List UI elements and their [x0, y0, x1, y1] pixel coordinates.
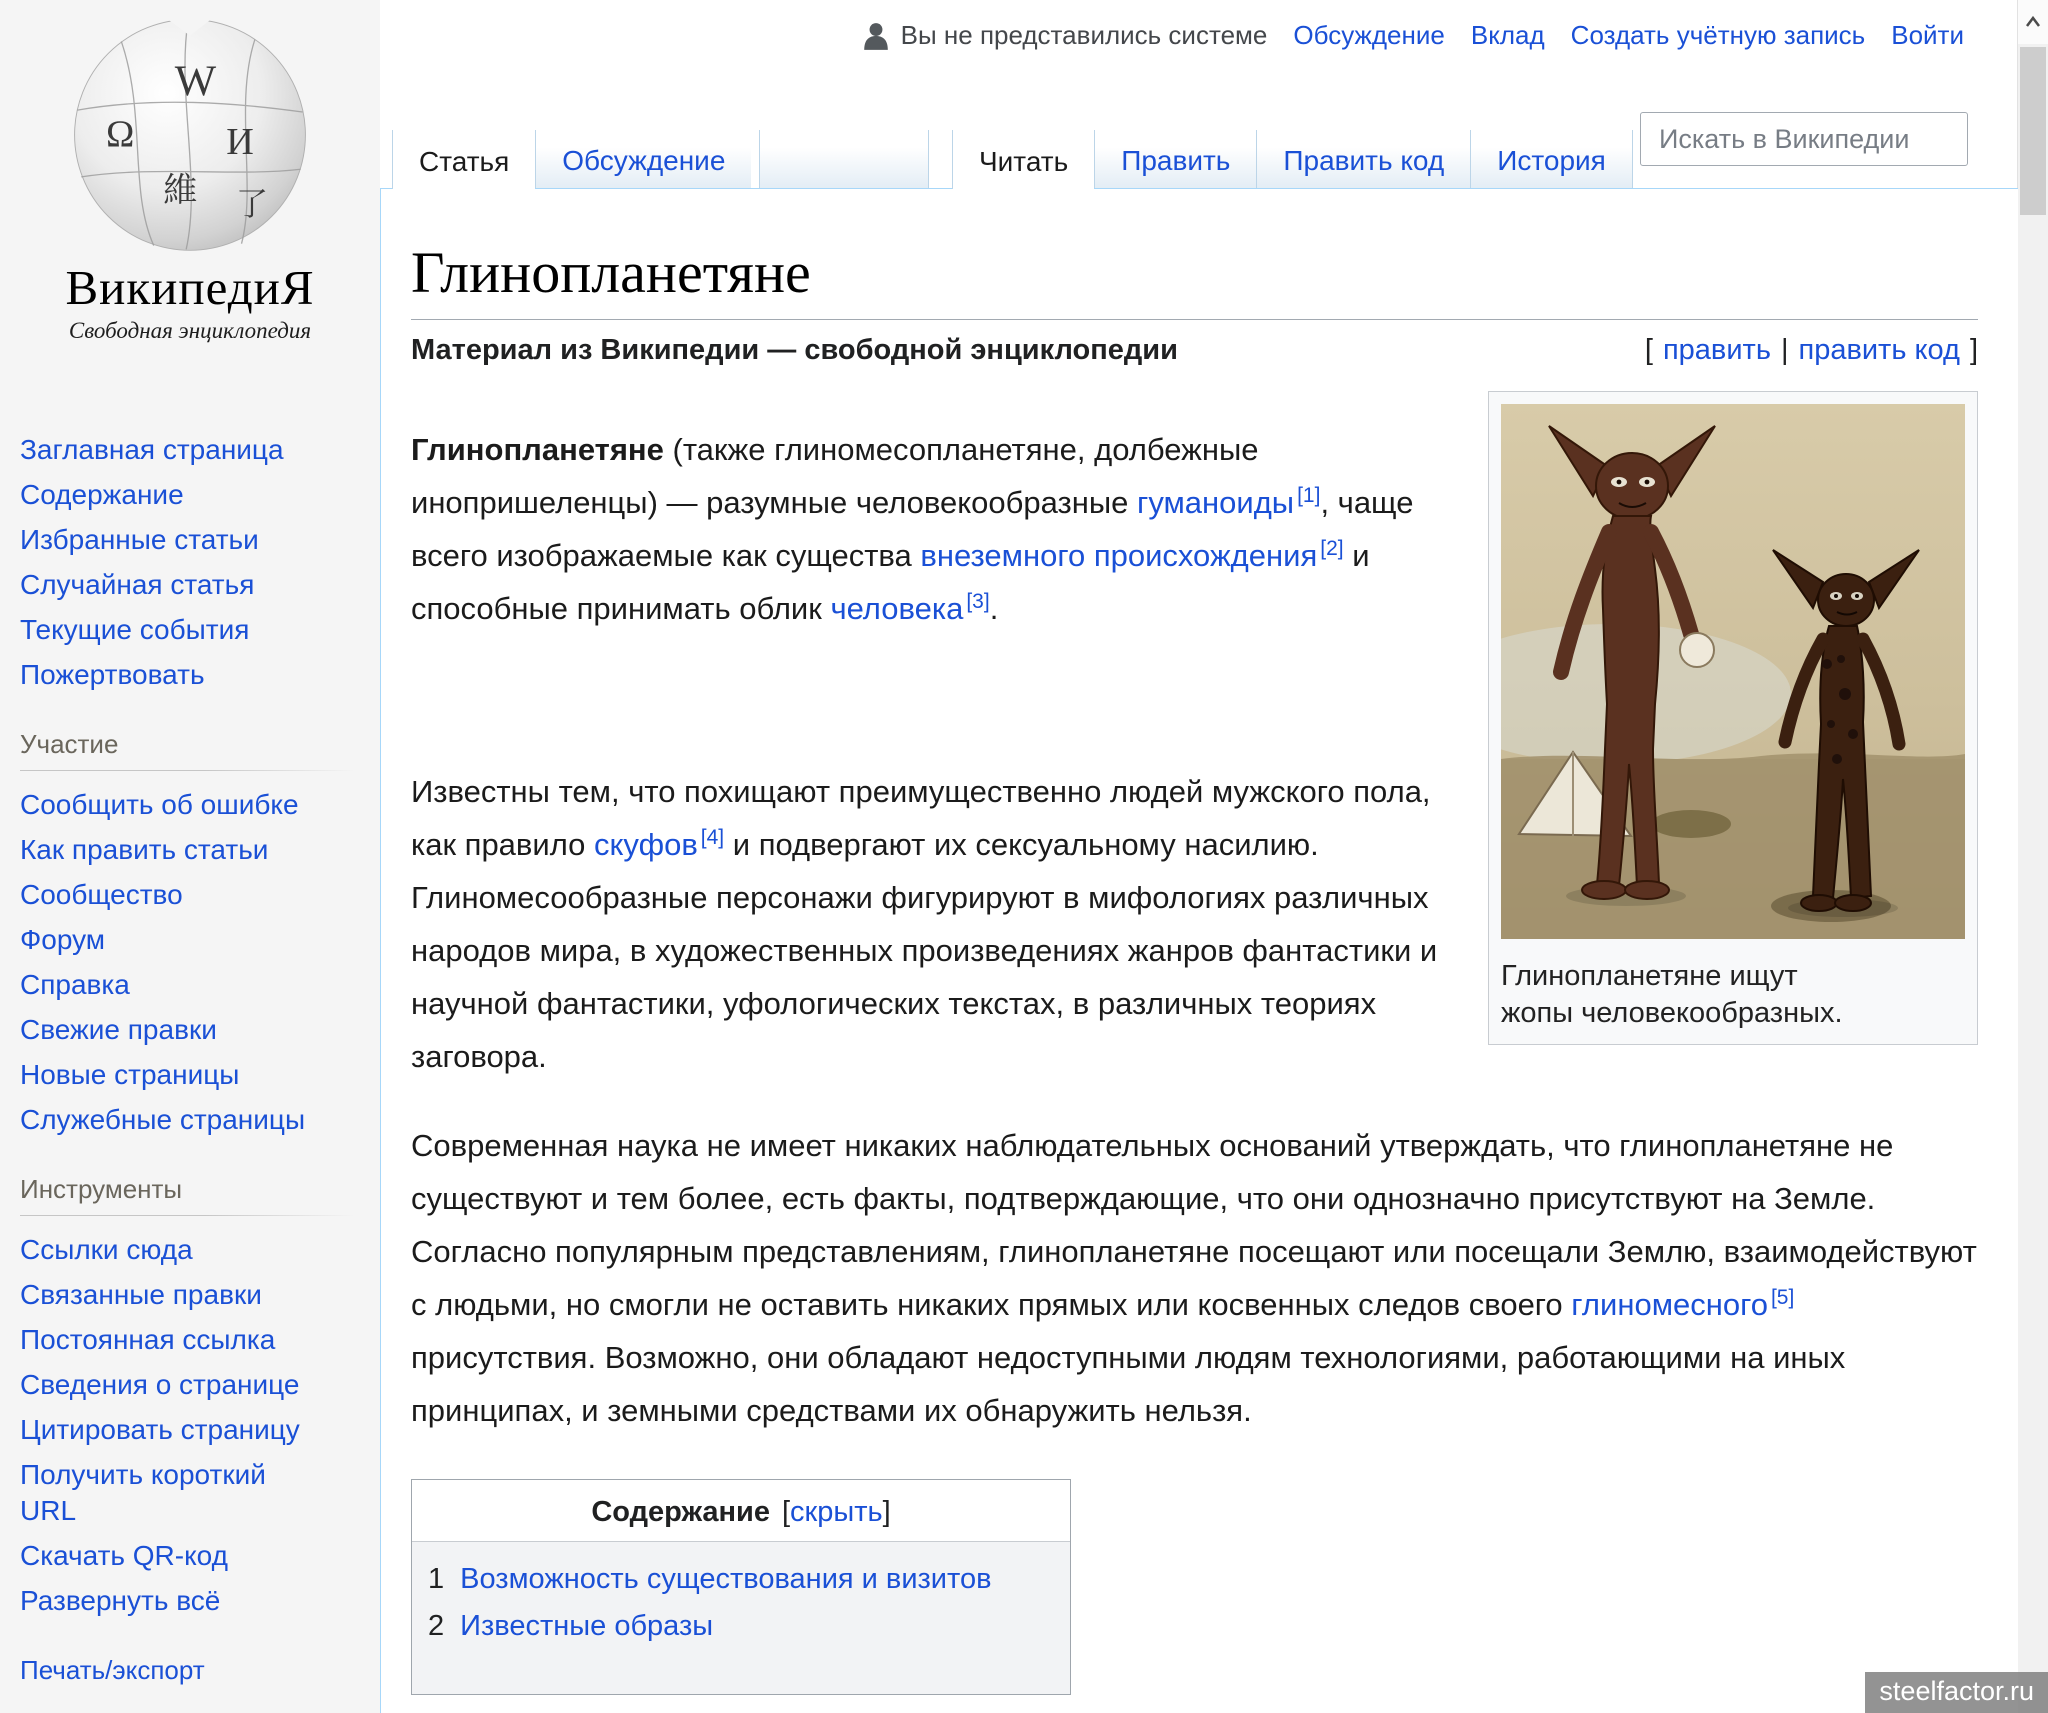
sidebar-item-donate[interactable]: Пожертвовать — [20, 659, 205, 690]
sidebar-item-forum[interactable]: Форум — [20, 924, 106, 955]
tab-discussion[interactable] — [535, 130, 751, 188]
table-of-contents — [411, 1479, 1071, 1695]
sidebar-item-how-to-edit[interactable]: Как править статьи — [20, 834, 269, 865]
sidebar-nav-participation — [20, 787, 316, 1138]
tab-history[interactable] — [1470, 130, 1633, 188]
toc-item — [428, 1556, 1048, 1603]
sidebar-item-what-links-here[interactable]: Ссылки сюда — [20, 1234, 193, 1265]
article-link[interactable]: человека — [830, 591, 964, 626]
logo-wordmark: ВикипедиЯ — [65, 260, 315, 315]
tab-edit[interactable] — [1094, 130, 1256, 188]
user-icon — [861, 21, 891, 51]
toc-hide-link[interactable]: скрыть — [790, 1496, 883, 1528]
tab-edit-source-label[interactable]: Править код — [1283, 145, 1445, 176]
reference-link[interactable]: [5] — [1770, 1285, 1795, 1309]
personal-link-talk[interactable]: Обсуждение — [1293, 20, 1445, 50]
sidebar-item-main-page[interactable]: Заглавная страница — [20, 434, 284, 465]
paragraph-2: Известны тем, что похищают преимущественно людей мужского пола, как правило скуфов [4] и подвергают их сексуальному насилию. Глиномесообразные персонажи фигурируют в мифологиях различных народов мира, в художественных произведениях жанров фантастики и научной фантастики, уфологических текстах, в различных теориях заговора. — [411, 774, 1438, 1074]
personal-bar — [861, 20, 1964, 51]
sidebar-nav-tools — [20, 1232, 316, 1619]
sidebar-item-expand-all[interactable]: Развернуть всё — [20, 1585, 221, 1616]
wikipedia-logo[interactable] — [0, 0, 380, 344]
edit-link[interactable]: править — [1662, 334, 1771, 366]
section-edit-links — [1645, 334, 1978, 367]
toc-title: Содержание — [591, 1496, 770, 1528]
tab-blank — [759, 130, 929, 188]
watermark: steelfactor.ru — [1865, 1672, 2048, 1713]
tab-history-label[interactable]: История — [1497, 145, 1606, 176]
sidebar-item-community[interactable]: Сообщество — [20, 879, 183, 910]
svg-text:維: 維 — [163, 171, 198, 210]
personal-link-create-account[interactable]: Создать учётную запись — [1570, 20, 1866, 50]
article-link[interactable]: скуфов — [594, 827, 698, 862]
toc-item — [428, 1603, 1048, 1650]
toc-item-link[interactable]: Возможность существования и визитов — [460, 1563, 992, 1595]
logo-tagline: Свободная энциклопедия — [68, 318, 312, 343]
svg-text:了: 了 — [235, 187, 269, 224]
reference-sup — [1297, 484, 1320, 507]
svg-text:Ω: Ω — [106, 113, 135, 156]
bracket: [ — [1644, 334, 1653, 366]
scrollbar-thumb[interactable] — [2020, 47, 2046, 215]
namespace-tabs — [392, 130, 929, 188]
page-title: Глинопланетяне — [411, 241, 1978, 320]
sidebar-navigation — [0, 432, 380, 1686]
reference-link[interactable]: [4] — [700, 825, 725, 849]
view-tabs — [952, 130, 1633, 188]
sidebar-item-new-pages[interactable]: Новые страницы — [20, 1059, 240, 1090]
byline-row — [411, 334, 1978, 367]
tab-edit-source[interactable] — [1256, 130, 1470, 188]
sidebar-item-report-error[interactable]: Сообщить об ошибке — [20, 789, 299, 820]
vertical-scrollbar[interactable] — [2017, 0, 2048, 1713]
article-link[interactable]: гуманоиды — [1137, 485, 1295, 520]
sidebar-nav-main — [20, 432, 316, 693]
sidebar-item-short-url[interactable]: Получить короткий URL — [20, 1459, 266, 1526]
tab-article[interactable] — [392, 130, 535, 189]
wikipedia-globe-icon — [66, 8, 314, 258]
scroll-up-button[interactable] — [2018, 0, 2048, 44]
svg-text:И: И — [226, 120, 254, 163]
tab-article-label[interactable]: Статья — [419, 146, 510, 177]
article-subtitle: Материал из Википедии — свободной энциклопедии — [411, 334, 1178, 366]
personal-link-login[interactable]: Войти — [1891, 20, 1964, 50]
divider — [20, 770, 355, 771]
sidebar-header-participation: Участие — [20, 729, 119, 759]
sidebar-item-cite-page[interactable]: Цитировать страницу — [20, 1414, 300, 1445]
divider — [20, 1215, 355, 1216]
toc-body — [412, 1541, 1070, 1694]
bracket: [ — [781, 1496, 791, 1528]
toc-item-number: 2 — [428, 1610, 445, 1642]
aliens-painting-image[interactable] — [1501, 404, 1965, 939]
sidebar-item-related-changes[interactable]: Связанные правки — [20, 1279, 262, 1310]
sidebar-item-random-article[interactable]: Случайная статья — [20, 569, 255, 600]
search-input[interactable] — [1657, 123, 2015, 156]
sidebar-header-tools: Инструменты — [20, 1174, 183, 1204]
tab-read[interactable] — [952, 130, 1094, 189]
sidebar-item-page-info[interactable]: Сведения о странице — [20, 1369, 300, 1400]
sidebar-item-special-pages[interactable]: Служебные страницы — [20, 1104, 306, 1135]
login-status-text: Вы не представились системе — [900, 20, 1268, 50]
article-link[interactable]: глиномесного — [1571, 1287, 1768, 1322]
sidebar-item-contents[interactable]: Содержание — [20, 479, 184, 510]
sidebar-item-qr-code[interactable]: Скачать QR-код — [20, 1540, 228, 1571]
paragraph-lead: Глинопланетяне (также глиномесопланетяне, долбежные инопришеленцы) — разумные человекообразные гуманоиды [1], чаще всего изображаемые как существа внеземного происхождения [2] и способные принимать облик человека [3]. — [411, 432, 1414, 626]
reference-link[interactable]: [3] — [966, 589, 990, 613]
search-box[interactable] — [1640, 112, 1968, 166]
toc-item-number: 1 — [428, 1563, 445, 1595]
chevron-up-icon — [2021, 10, 2045, 34]
article-image-thumbnail[interactable] — [1488, 391, 1978, 1045]
sidebar-item-recent-changes[interactable]: Свежие правки — [20, 1014, 217, 1045]
bracket: ] — [882, 1496, 891, 1528]
login-status — [861, 20, 1268, 51]
svg-text:W: W — [174, 56, 217, 105]
personal-link-contributions[interactable]: Вклад — [1470, 20, 1545, 50]
reference-link[interactable]: [2] — [1320, 536, 1344, 560]
sidebar-item-featured-articles[interactable]: Избранные статьи — [20, 524, 259, 555]
article-bold-term: Глинопланетяне — [411, 432, 664, 467]
bracket: ] — [1969, 334, 1978, 366]
toc-header — [412, 1480, 1070, 1541]
sidebar-item-current-events[interactable]: Текущие события — [20, 614, 250, 645]
sidebar-item-permanent-link[interactable]: Постоянная ссылка — [20, 1324, 276, 1355]
reference-link[interactable]: [1] — [1297, 483, 1321, 507]
tab-read-label[interactable]: Читать — [979, 146, 1069, 177]
sidebar — [0, 0, 380, 1713]
article-link[interactable]: внеземного происхождения — [920, 538, 1318, 573]
tab-discussion-label[interactable]: Обсуждение — [562, 145, 726, 176]
sidebar-item-help[interactable]: Справка — [20, 969, 130, 1000]
reference-sup — [1771, 1286, 1794, 1309]
separator: | — [1780, 334, 1789, 366]
toc-item-link[interactable]: Известные образы — [460, 1610, 714, 1642]
reference-sup — [701, 826, 724, 849]
tab-edit-label[interactable]: Править — [1121, 145, 1231, 176]
edit-source-link[interactable]: править код — [1798, 334, 1960, 366]
paragraph-3: Современная наука не имеет никаких наблюдательных оснований утверждать, что глинопланетяне не существуют и тем более, есть факты, подтверждающие, что они однозначно присутствуют на Земле. Согласно популярным представлениям, глинопланетяне посещают или посещали Землю, взаимодействуют с людьми, но смогли не оставить никаких прямых или косвенных следов своего глиномесного [5] присутствия. Возможно, они обладают недоступными людям технологиями, работающими на иных принципах, и земными средствами их обнаружить нельзя. — [411, 1128, 1977, 1428]
reference-sup — [1320, 537, 1343, 560]
image-caption: Глинопланетяне ищут жопы человекообразных. — [1501, 960, 1843, 1029]
article-content — [380, 188, 2018, 1713]
sidebar-header-print-export: Печать/экспорт — [20, 1655, 205, 1685]
reference-sup — [966, 590, 989, 613]
